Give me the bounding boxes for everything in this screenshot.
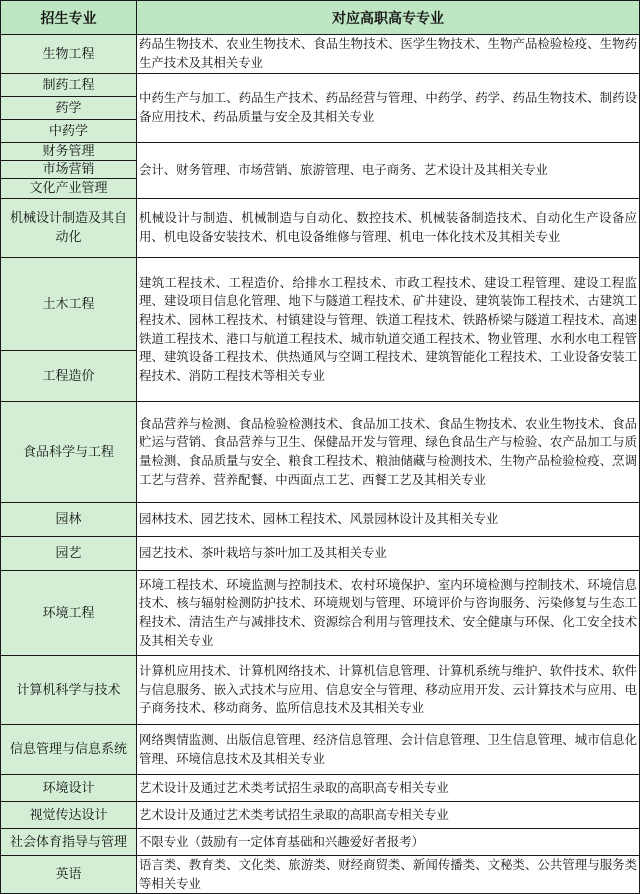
major-cell: 视觉传达设计 [1, 802, 137, 829]
related-text: 园林技术、园艺技术、园林工程技术、风景园林设计及其相关专业 [139, 511, 499, 527]
related-text: 中药生产与加工、药品生产技术、药品经营与管理、中药学、药学、药品生物技术、制药设备应用技术、药品质量与安全及其相关专业 [139, 90, 637, 124]
related-text: 语言类、教育类、文化类、旅游类、财经商贸类、新闻传播类、文秘类、公共管理与服务类等相关专业 [139, 856, 637, 891]
related-cell [137, 503, 639, 537]
related-text: 食品营养与检测、食品检验检测技术、食品加工技术、食品生物技术、农业生物技术、食品贮运与营销、食品营养与卫生、保健品开发与管理、绿色食品生产与检验、农产品加工与质量检测、食品质量与安全、粮食工程技术、粮油储藏与检测技术、生物产品检验检疫、烹调工艺与营养、营养配餐、中西面点工艺、西餐工艺及其相关专业 [139, 415, 637, 487]
major-cell: 计算机科学与技术 [1, 656, 137, 725]
related-cell [137, 402, 639, 503]
related-cell [137, 199, 639, 258]
major-cell: 园林 [1, 503, 137, 537]
related-cell [137, 856, 639, 893]
major-cell: 财务管理 [1, 143, 137, 161]
related-text: 建筑工程技术、工程造价、给排水工程技术、市政工程技术、建设工程管理、建设工程监理、建设项目信息化管理、地下与隧道工程技术、矿井建设、建筑装饰工程技术、古建筑工程技术、园林工程技术、村镇建设与管理、铁道工程技术、铁路桥梁与隧道工程技术、高速铁道工程技术、港口与航道工程技术、城市轨道交通工程技术、物业管理、水利水电工程管理、建筑设备工程技术、供热通风与空调工程技术、建筑智能化工程技术、工业设备安装工程技术、消防工程技术等相关专业 [139, 274, 637, 383]
related-cell [137, 258, 639, 402]
related-text: 药品生物技术、农业生物技术、食品生物技术、医学生物技术、生物产品检验检疫、生物药生产技术及其相关专业 [139, 36, 637, 70]
related-text: 计算机应用技术、计算机网络技术、计算机信息管理、计算机系统与维护、软件技术、软件与信息服务、嵌入式技术与应用、信息安全与管理、移动应用开发、云计算技术与应用、电子商务技术、移动商务、监所信息技术及其相关专业 [139, 663, 637, 716]
major-cell: 信息管理与信息系统 [1, 725, 137, 775]
major-cell: 环境设计 [1, 775, 137, 802]
related-text: 不限专业（鼓励有一定体育基础和兴趣爱好者报考） [139, 833, 424, 849]
major-cell: 英语 [1, 856, 137, 893]
major-cell: 社会体育指导与管理 [1, 829, 137, 856]
related-text: 园艺技术、茶叶栽培与茶叶加工及其相关专业 [139, 545, 387, 561]
major-cell: 食品科学与工程 [1, 402, 137, 503]
major-cell: 土木工程 [1, 258, 137, 351]
related-cell [137, 35, 639, 74]
related-cell [137, 74, 639, 143]
related-text: 环境工程技术、环境监测与控制技术、农村环境保护、室内环境检测与控制技术、环境信息技术、核与辐射检测防护技术、环境规划与管理、环境评价与咨询服务、污染修复与生态工程技术、清洁生产与减排技术、资源综合利用与管理技术、安全健康与环保、化工安全技术及其相关专业 [139, 576, 637, 648]
related-cell [137, 537, 639, 571]
major-cell: 药学 [1, 97, 137, 120]
related-text: 机械设计与制造、机械制造与自动化、数控技术、机械装备制造技术、自动化生产设备应用、机电设备安装技术、机电设备维修与管理、机电一体化技术及其相关专业 [139, 210, 637, 244]
major-cell: 文化产业管理 [1, 179, 137, 199]
header-related-majors: 对应高职高专专业 [137, 1, 639, 35]
related-text: 会计、财务管理、市场营销、旅游管理、电子商务、艺术设计及其相关专业 [139, 162, 548, 178]
related-cell [137, 829, 639, 856]
related-cell [137, 571, 639, 656]
related-cell [137, 656, 639, 725]
related-text: 艺术设计及通过艺术类考试招生录取的高职高专相关专业 [139, 806, 449, 822]
major-cell: 制药工程 [1, 74, 137, 97]
related-text: 网络舆情监测、出版信息管理、经济信息管理、会计信息管理、卫生信息管理、城市信息化管理、环境信息技术及其相关专业 [139, 731, 637, 766]
related-text: 艺术设计及通过艺术类考试招生录取的高职高专相关专业 [139, 779, 449, 795]
major-cell: 生物工程 [1, 35, 137, 74]
major-cell: 园艺 [1, 537, 137, 571]
related-cell [137, 725, 639, 775]
related-cell [137, 802, 639, 829]
major-cell: 机械设计制造及其自动化 [1, 199, 137, 258]
related-cell [137, 775, 639, 802]
major-cell: 中药学 [1, 120, 137, 143]
header-enrollment-major: 招生专业 [1, 1, 137, 35]
major-cell: 市场营销 [1, 161, 137, 179]
related-cell [137, 143, 639, 199]
major-cell: 工程造价 [1, 351, 137, 402]
major-cell: 环境工程 [1, 571, 137, 656]
